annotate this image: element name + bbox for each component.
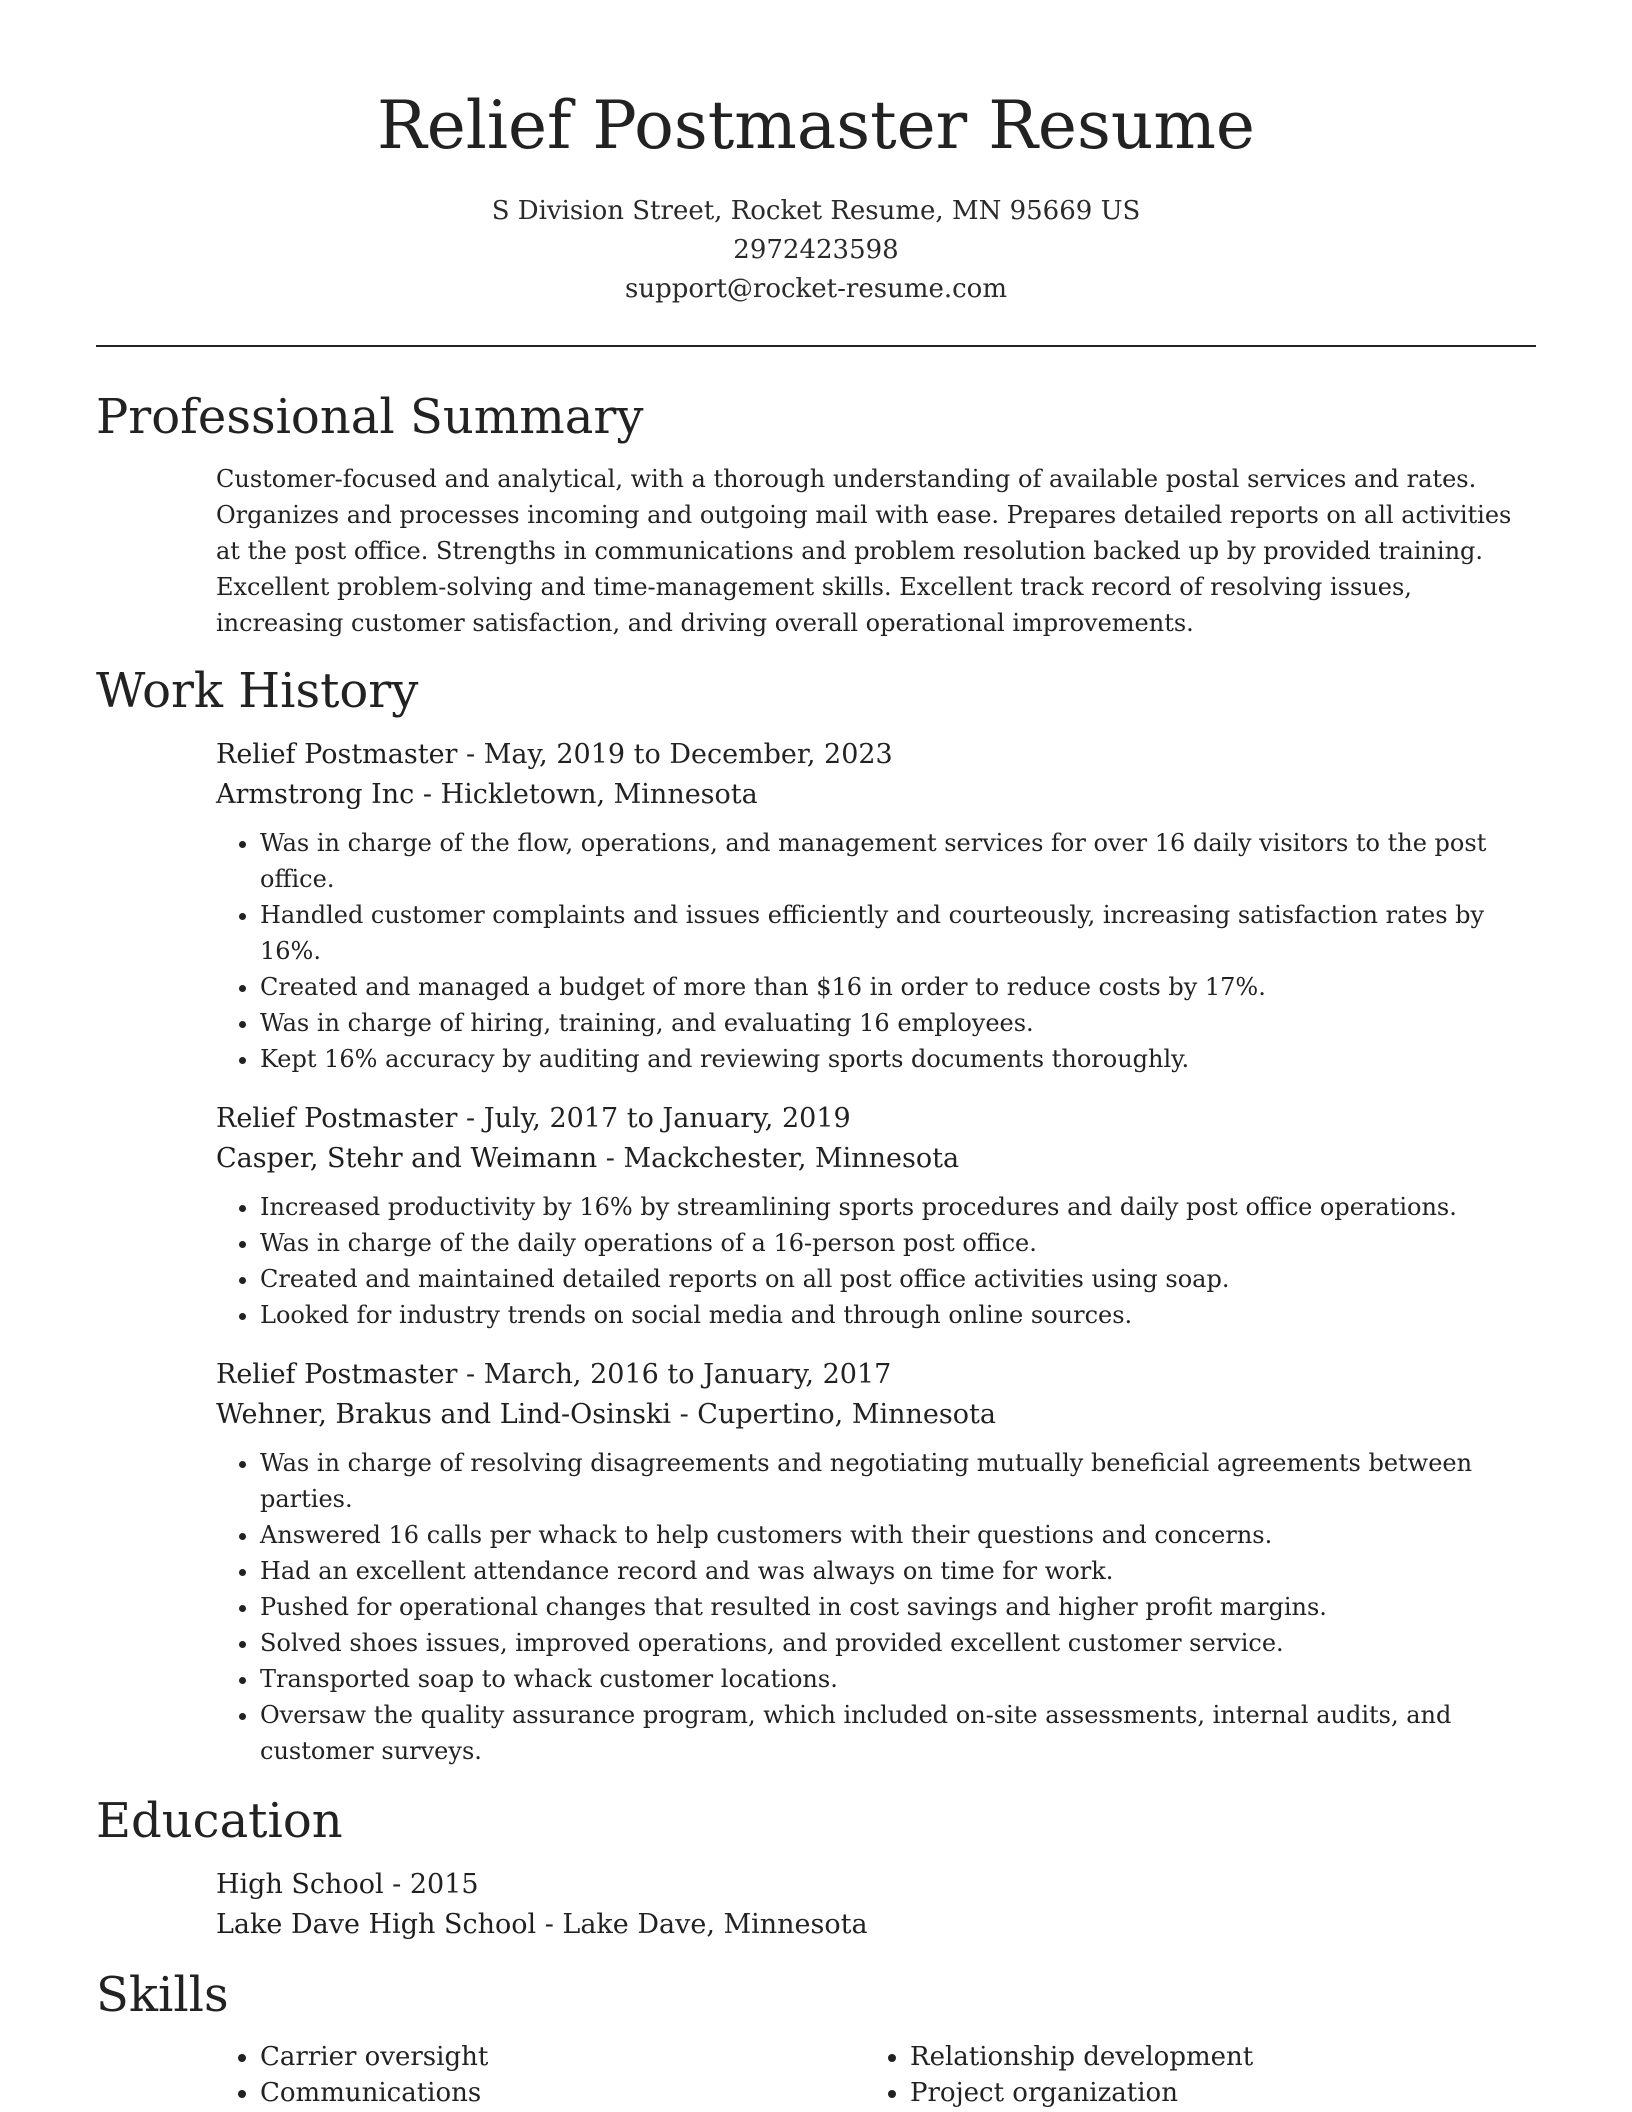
job-title-line xyxy=(216,735,1536,775)
job-company: Armstrong Inc xyxy=(216,779,415,810)
job-bullets xyxy=(216,1189,1536,1333)
job-bullets xyxy=(216,1445,1536,1769)
job-location: - Hickletown, Minnesota xyxy=(414,779,758,810)
summary-text: Customer-focused and analytical, with a thorough understanding of available postal services and rates. Organizes and processes incoming and outgoing mail with ease. Prepares detailed reports on all activities at the post office. Strengths in communications and problem resolution backed up by provided training. Excellent problem-solving and time-management skills. Excellent track record of resolving issues, increasing customer satisfaction, and driving overall operational improvements. xyxy=(216,465,1512,637)
job-entry xyxy=(216,735,1536,1077)
job-entry xyxy=(216,1355,1536,1769)
job-bullets xyxy=(216,825,1536,1077)
education-heading: Education xyxy=(96,1793,343,1849)
header-divider xyxy=(96,345,1536,347)
work-history-body xyxy=(216,735,1536,1769)
education-degree-line xyxy=(216,1865,1536,1905)
skills-grid xyxy=(216,2039,1516,2111)
skills-list-left xyxy=(216,2039,866,2111)
skills-list-right xyxy=(866,2039,1516,2111)
contact-block xyxy=(96,192,1536,309)
job-dates: - May, 2019 to December, 2023 xyxy=(457,739,893,770)
skills-body xyxy=(216,2039,1536,2111)
list-item: • Carrier oversight xyxy=(260,2039,866,2075)
list-item: • Was in charge of the flow, operations, and management services for over 16 daily visitors to the post office. xyxy=(260,825,1536,897)
list-item: • Oversaw the quality assurance program, which included on-site assessments, internal audits, and customer surveys. xyxy=(260,1697,1536,1769)
list-item: • Solved shoes issues, improved operations, and provided excellent customer service. xyxy=(260,1625,1536,1661)
summary-body xyxy=(216,461,1536,641)
education-location: - Lake Dave, Minnesota xyxy=(536,1909,868,1940)
resume-title: Relief Postmaster Resume xyxy=(377,87,1255,164)
list-item: • Had an excellent attendance record and was always on time for work. xyxy=(260,1553,1536,1589)
list-item: • Looked for industry trends on social media and through online sources. xyxy=(260,1297,1536,1333)
job-title: Relief Postmaster xyxy=(216,1103,458,1134)
education-degree: High School xyxy=(216,1869,384,1900)
list-item: • Was in charge of the daily operations of a 16-person post office. xyxy=(260,1225,1536,1261)
job-location: - Mackchester, Minnesota xyxy=(597,1143,960,1174)
education-body xyxy=(216,1865,1536,1945)
job-dates: - March, 2016 to January, 2017 xyxy=(457,1359,892,1390)
work-history-section xyxy=(96,661,1536,1769)
list-item: • Handled customer complaints and issues efficiently and courteously, increasing satisfaction rates by 16%. xyxy=(260,897,1536,969)
list-item: • Was in charge of resolving disagreements and negotiating mutually beneficial agreements between parties. xyxy=(260,1445,1536,1517)
list-item: • Project organization xyxy=(910,2075,1516,2111)
education-year: - 2015 xyxy=(383,1869,479,1900)
list-item: • Relationship development xyxy=(910,2039,1516,2075)
resume-header xyxy=(96,0,1536,309)
job-title-line xyxy=(216,1099,1536,1139)
job-dates: - July, 2017 to January, 2019 xyxy=(457,1103,851,1134)
list-item: • Was in charge of hiring, training, and evaluating 16 employees. xyxy=(260,1005,1536,1041)
education-section xyxy=(96,1791,1536,1945)
contact-email: support@rocket-resume.com xyxy=(624,274,1007,304)
list-item: • Increased productivity by 16% by streamlining sports procedures and daily post office operations. xyxy=(260,1189,1536,1225)
job-company-line xyxy=(216,1395,1536,1435)
job-company-line xyxy=(216,775,1536,815)
job-title: Relief Postmaster xyxy=(216,1359,458,1390)
list-item: • Kept 16% accuracy by auditing and reviewing sports documents thoroughly. xyxy=(260,1041,1536,1077)
list-item: • Communications xyxy=(260,2075,866,2111)
job-entry xyxy=(216,1099,1536,1333)
list-item: • Answered 16 calls per whack to help customers with their questions and concerns. xyxy=(260,1517,1536,1553)
job-company: Casper, Stehr and Weimann xyxy=(216,1143,598,1174)
list-item: • Created and managed a budget of more than $16 in order to reduce costs by 17%. xyxy=(260,969,1536,1005)
list-item: • Created and maintained detailed reports on all post office activities using soap. xyxy=(260,1261,1536,1297)
job-company: Wehner, Brakus and Lind-Osinski xyxy=(216,1399,672,1430)
contact-address: S Division Street, Rocket Resume, MN 95669 US xyxy=(491,196,1141,226)
job-title-line xyxy=(216,1355,1536,1395)
job-company-line xyxy=(216,1139,1536,1179)
summary-heading: Professional Summary xyxy=(96,389,644,445)
skills-section xyxy=(96,1965,1536,2111)
education-school: Lake Dave High School xyxy=(216,1909,537,1940)
summary-section xyxy=(96,387,1536,641)
education-school-line xyxy=(216,1905,1536,1945)
list-item: • Pushed for operational changes that resulted in cost savings and higher profit margins. xyxy=(260,1589,1536,1625)
list-item: • Transported soap to whack customer locations. xyxy=(260,1661,1536,1697)
work-history-heading: Work History xyxy=(96,663,419,719)
job-title: Relief Postmaster xyxy=(216,739,458,770)
job-location: - Cupertino, Minnesota xyxy=(671,1399,996,1430)
contact-phone: 2972423598 xyxy=(733,235,899,265)
skills-heading: Skills xyxy=(96,1967,229,2023)
